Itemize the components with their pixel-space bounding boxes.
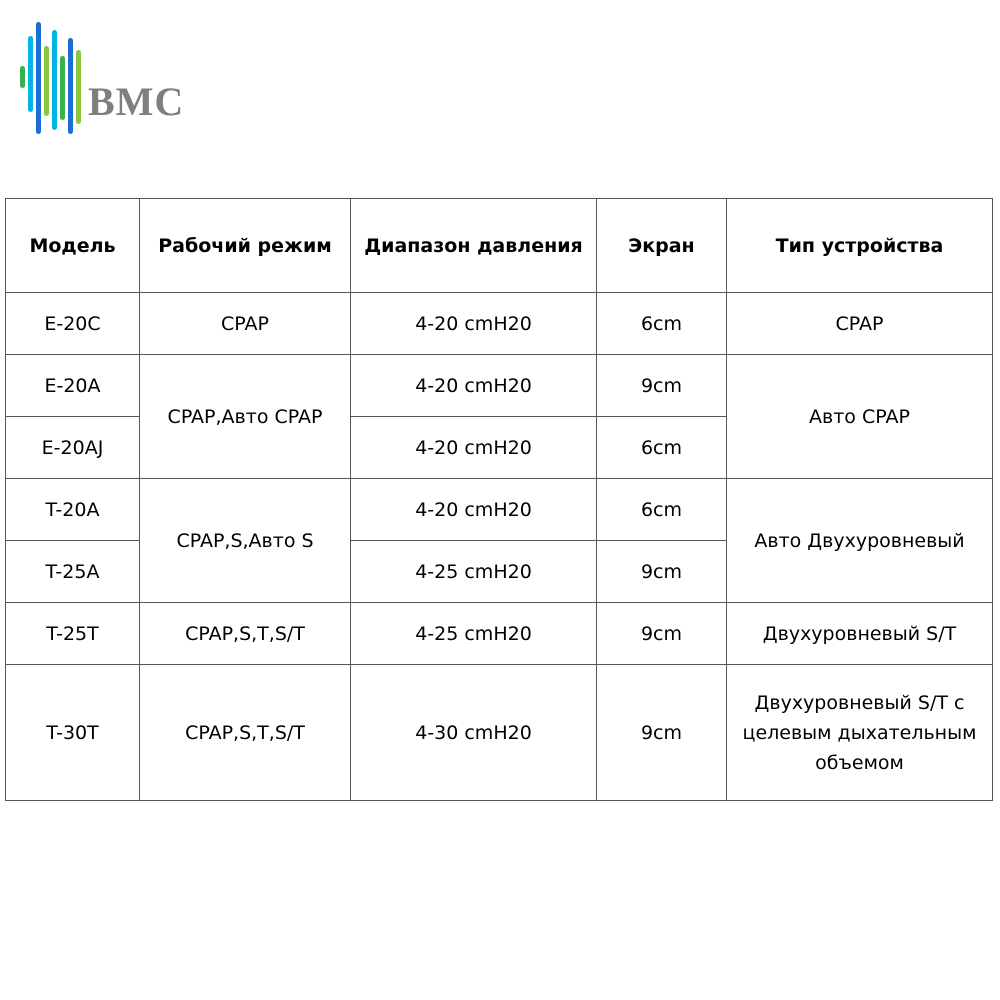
header-type: Тип устройства <box>727 199 993 293</box>
cell-screen: 9cm <box>597 541 727 603</box>
cell-pressure: 4-25 cmH20 <box>351 541 597 603</box>
cell-mode: CPAP,S,Авто S <box>140 479 351 603</box>
cell-pressure: 4-30 cmH20 <box>351 665 597 801</box>
cell-model: T-25A <box>6 541 140 603</box>
header-screen: Экран <box>597 199 727 293</box>
table-header-row <box>6 199 993 293</box>
bmc-logo-icon <box>18 18 88 138</box>
table-row <box>6 603 993 665</box>
cell-screen: 6cm <box>597 417 727 479</box>
cell-model: E-20AJ <box>6 417 140 479</box>
cell-mode: CPAP <box>140 293 351 355</box>
cell-model: E-20A <box>6 355 140 417</box>
header-mode: Рабочий режим <box>140 199 351 293</box>
cell-mode: CPAP,S,T,S/T <box>140 665 351 801</box>
cell-screen: 9cm <box>597 355 727 417</box>
cell-type: Авто Двухуровневый <box>727 479 993 603</box>
spec-table <box>5 198 993 801</box>
cell-mode: CPAP,Авто CPAP <box>140 355 351 479</box>
table-row <box>6 355 993 417</box>
cell-type: Двухуровневый S/T с целевым дыхательным объемом <box>727 665 993 801</box>
cell-pressure: 4-20 cmH20 <box>351 479 597 541</box>
cell-model: T-25T <box>6 603 140 665</box>
cell-pressure: 4-25 cmH20 <box>351 603 597 665</box>
cell-type: Авто CPAP <box>727 355 993 479</box>
table-row <box>6 479 993 541</box>
cell-pressure: 4-20 cmH20 <box>351 293 597 355</box>
cell-screen: 6cm <box>597 479 727 541</box>
cell-model: T-30T <box>6 665 140 801</box>
header-model: Модель <box>6 199 140 293</box>
cell-type: CPAP <box>727 293 993 355</box>
cell-pressure: 4-20 cmH20 <box>351 417 597 479</box>
header-pressure: Диапазон давления <box>351 199 597 293</box>
cell-model: E-20C <box>6 293 140 355</box>
logo-text: BMC <box>88 79 185 124</box>
cell-mode: CPAP,S,T,S/T <box>140 603 351 665</box>
cell-screen: 9cm <box>597 603 727 665</box>
cell-pressure: 4-20 cmH20 <box>351 355 597 417</box>
table-row <box>6 665 993 801</box>
cell-screen: 9cm <box>597 665 727 801</box>
cell-screen: 6cm <box>597 293 727 355</box>
cell-type: Двухуровневый S/T <box>727 603 993 665</box>
bmc-logo <box>18 18 198 138</box>
table-row <box>6 293 993 355</box>
cell-model: T-20A <box>6 479 140 541</box>
